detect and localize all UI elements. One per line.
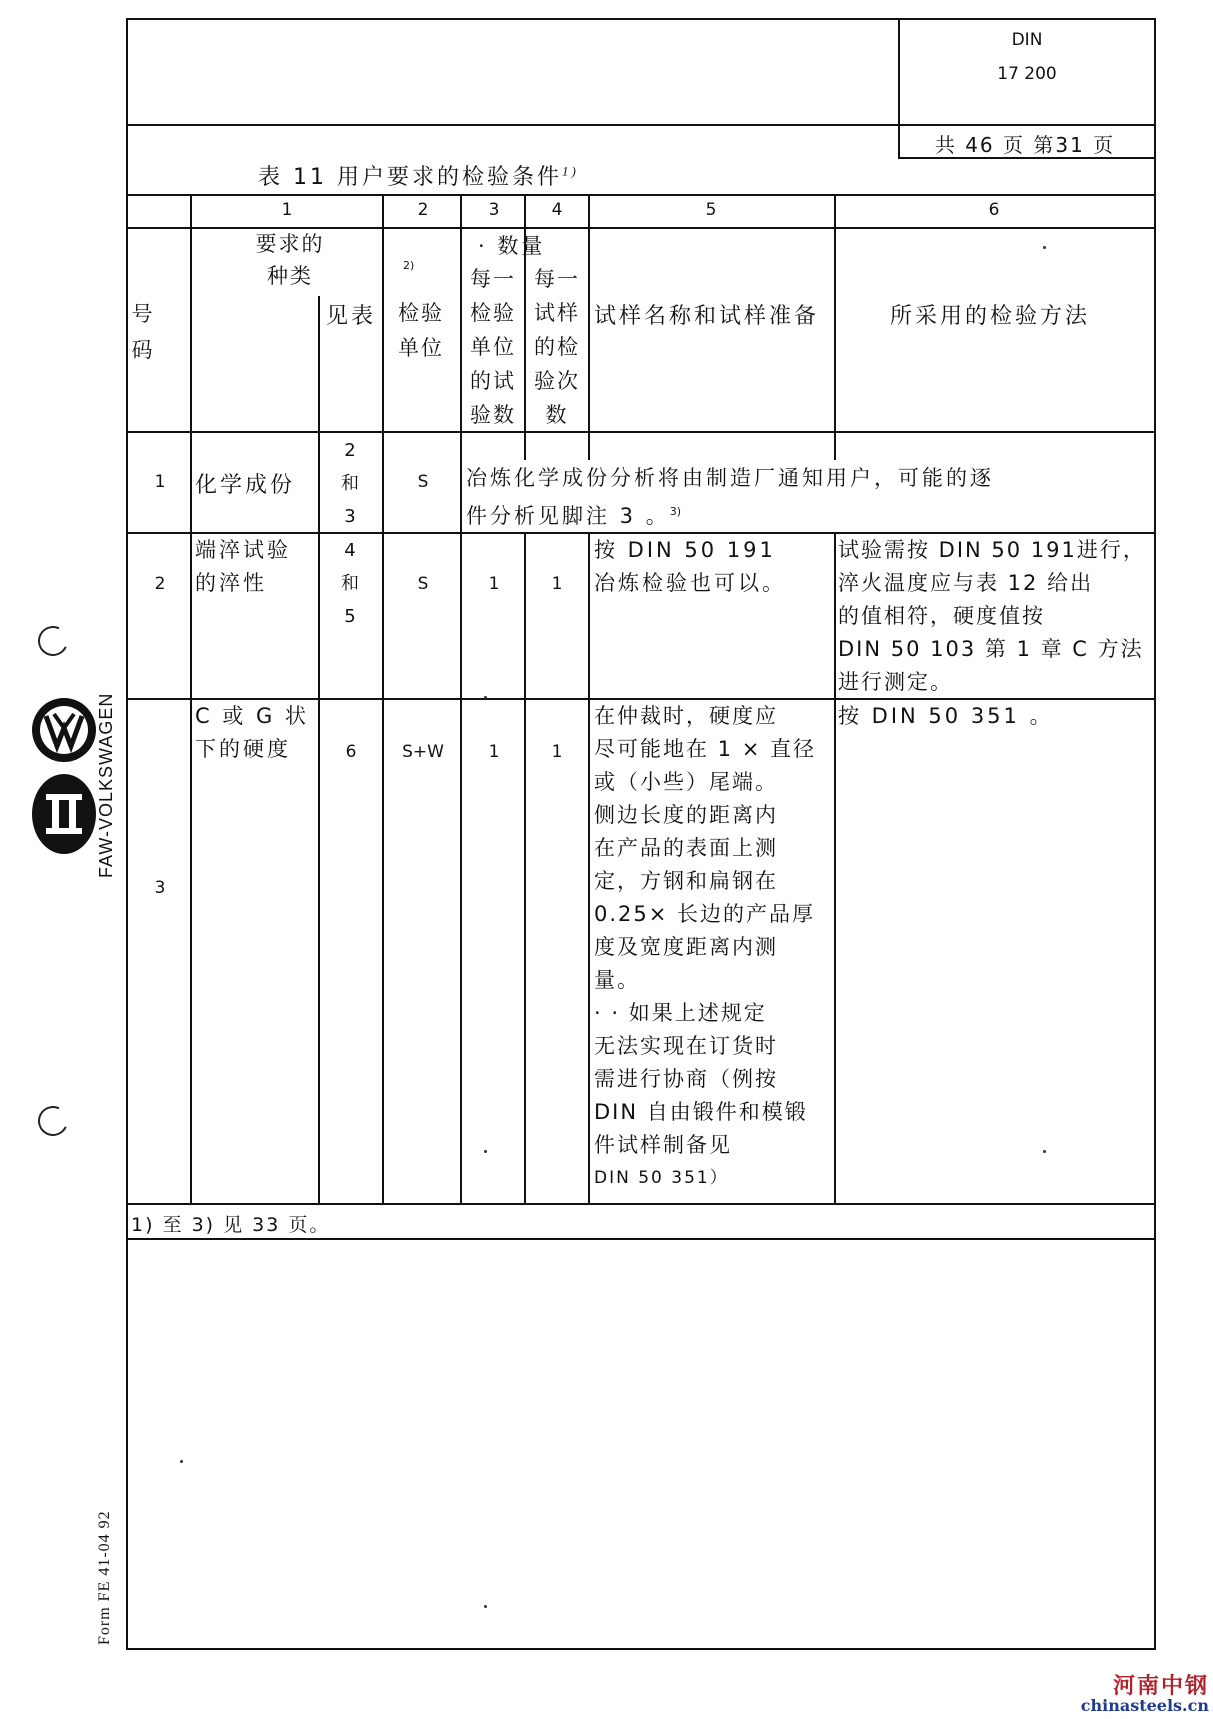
colnum-2: 2 <box>417 200 429 220</box>
table-footnote: 1) 至 3) 见 33 页。 <box>131 1214 331 1236</box>
header-test-method: 所采用的检验方法 <box>890 304 1091 329</box>
header-per-unit-5: 验数 <box>470 403 516 427</box>
row3-per-unit: 1 <box>488 742 500 762</box>
table-title-footnote: 1) <box>561 163 579 179</box>
header-footnote-2: 2) <box>403 259 415 272</box>
header-per-unit-4: 的试 <box>470 369 516 393</box>
row2-see-3: 5 <box>344 606 358 627</box>
watermark-line1: 河南中钢 <box>1112 1673 1209 1700</box>
scan-dot <box>484 1150 487 1153</box>
row3-sample-line5: 在产品的表面上测 <box>594 836 778 860</box>
row3-sample-line2: 尽可能地在 1 × 直径 <box>594 737 816 761</box>
row2-req-line2: 的淬性 <box>195 571 267 595</box>
row2-method-line1: 试验需按 DIN 50 191进行， <box>838 538 1146 562</box>
row1-see-2: 和 <box>341 473 361 494</box>
col-divider-a <box>190 194 192 1204</box>
row3-unit: S+W <box>402 742 444 762</box>
col-divider-f-lower <box>588 532 590 1204</box>
row3-sample-line9: 量。 <box>594 968 640 992</box>
row2-per-unit: 1 <box>488 574 500 594</box>
header-req-line2: 种类 <box>267 264 313 288</box>
row3-sample-line3: 或（小些）尾端。 <box>594 770 778 794</box>
row1-merged-line1: 冶炼化学成份分析将由制造厂通知用户，可能的逐 <box>466 466 994 490</box>
header-per-sample-2: 试样 <box>534 301 580 325</box>
header-quantity: · 数量 <box>478 234 546 258</box>
table-top-line <box>128 194 1154 196</box>
colnum-1: 1 <box>281 200 293 220</box>
row2-see-2: 和 <box>341 573 361 594</box>
header-unit-line1: 检验 <box>398 301 444 325</box>
row3-sample-line8: 度及宽度距离内测 <box>594 935 778 959</box>
footnote-bottom-line <box>128 1238 1154 1240</box>
standard-name: DIN <box>1011 30 1043 50</box>
row2-see-1: 4 <box>344 540 358 561</box>
row1-unit: S <box>417 472 429 492</box>
header-req-line1: 要求的 <box>255 232 325 256</box>
page-info: 共 46 页 第31 页 <box>934 133 1116 157</box>
header-bottom-line <box>128 124 1154 126</box>
header-row-bottom-line <box>128 431 1154 433</box>
header-per-sample-4: 验次 <box>534 369 580 393</box>
header-right-divider <box>898 20 900 158</box>
row3-sample-line10: · · 如果上述规定 <box>594 1001 767 1025</box>
binder-hole-top <box>34 622 72 660</box>
row3-sample-line4: 侧边长度的距离内 <box>594 803 778 827</box>
col-divider-b-lower <box>318 431 320 1204</box>
watermark-line2: chinasteels.cn <box>1080 1696 1209 1716</box>
header-unit-line2: 单位 <box>398 336 444 360</box>
row2-req-line1: 端淬试验 <box>195 538 291 562</box>
row1-merged-line2-text: 件分析见脚注 3 。 <box>466 504 670 528</box>
header-per-sample-5: 数 <box>545 403 569 427</box>
row2-sample <box>594 534 786 600</box>
scan-dot <box>180 1460 183 1463</box>
row3-number: 3 <box>154 878 166 898</box>
row3-see-table: 6 <box>345 742 357 762</box>
header-number-line1: 号 <box>131 302 155 326</box>
row3-sample-line6: 定，方钢和扁钢在 <box>594 869 778 893</box>
header-sample-prep: 试样名称和试样准备 <box>594 304 820 329</box>
row3-sample-line13: DIN 自由锻件和模锻 <box>594 1100 808 1124</box>
row3-method <box>838 700 1054 733</box>
row2-method-line3: 的值相符，硬度值按 <box>838 604 1045 628</box>
row3-requirement <box>195 700 309 766</box>
row2-requirement <box>195 534 291 600</box>
row3-sample-line7: 0.25× 长边的产品厚 <box>594 902 816 926</box>
row2-method-line5: 进行测定。 <box>838 670 953 694</box>
row3-bottom-line <box>128 1203 1154 1205</box>
row1-merged-footnote: 3) <box>669 505 682 518</box>
row1-merged-line2 <box>466 495 994 533</box>
binder-hole-bottom <box>34 1102 72 1140</box>
header-see-table: 见表 <box>326 304 377 329</box>
header-per-sample <box>528 262 586 432</box>
row1-see-3: 3 <box>344 506 358 527</box>
row3-req-line2: 下的硬度 <box>195 737 291 761</box>
scan-dot <box>1043 246 1046 249</box>
header-per-unit <box>464 262 522 432</box>
table-title <box>258 160 579 191</box>
col-divider-g-upper <box>834 194 836 460</box>
col-divider-c <box>382 194 384 1204</box>
row3-sample-line12: 需进行协商（例按 <box>594 1067 778 1091</box>
scan-dot <box>484 696 487 699</box>
row3-method-line1: 按 DIN 50 351 。 <box>838 704 1054 728</box>
form-number: Form FE 41-04 92 <box>96 1510 113 1645</box>
header-per-unit-3: 单位 <box>470 335 516 359</box>
row1-see-1: 2 <box>344 440 358 461</box>
row3-sample-line11: 无法实现在订货时 <box>594 1034 778 1058</box>
header-requirement-kind <box>240 228 340 292</box>
colnum-5: 5 <box>705 200 717 220</box>
header-per-sample-1: 每一 <box>534 267 580 291</box>
header-number <box>130 296 156 368</box>
header-per-unit-1: 每一 <box>470 267 516 291</box>
col-divider-b <box>318 296 320 432</box>
standard-number: 17 200 <box>997 64 1057 84</box>
brand-vertical-label: FAW-VOLKSWAGEN <box>96 692 116 878</box>
faw-vw-logo <box>24 690 134 900</box>
row2-per-sample: 1 <box>551 574 563 594</box>
colnum-4: 4 <box>551 200 563 220</box>
row3-req-line1: C 或 G 状 <box>195 704 309 728</box>
header-test-unit <box>393 296 449 366</box>
row1-requirement: 化学成份 <box>195 473 296 498</box>
row1-see-table <box>327 434 375 533</box>
colnum-3: 3 <box>488 200 500 220</box>
col-divider-e-lower <box>524 532 526 1204</box>
row2-method-line2: 淬火温度应与表 12 给出 <box>838 571 1094 595</box>
col-divider-f-upper <box>588 194 590 460</box>
col-divider-d <box>460 194 462 1204</box>
row3-per-sample: 1 <box>551 742 563 762</box>
row2-see-table <box>327 534 375 633</box>
row2-method <box>838 534 1146 699</box>
row2-number: 2 <box>154 574 166 594</box>
row3-sample-line15: DIN 50 351） <box>594 1168 729 1188</box>
header-per-unit-2: 检验 <box>470 301 516 325</box>
row3-sample-line14: 件试样制备见 <box>594 1133 732 1157</box>
row1-number: 1 <box>154 472 166 492</box>
row2-sample-line1: 按 DIN 50 191 <box>594 538 776 562</box>
header-per-sample-3: 的检 <box>534 335 580 359</box>
colnum-6: 6 <box>988 200 1000 220</box>
table-title-text: 表 11 用户要求的检验条件 <box>258 165 562 190</box>
row2-sample-line2: 冶炼检验也可以。 <box>594 571 786 595</box>
scan-dot <box>1043 1150 1046 1153</box>
watermark <box>1081 1675 1209 1715</box>
scan-dot <box>484 1605 487 1608</box>
row2-unit: S <box>417 574 429 594</box>
row3-sample-line1: 在仲裁时，硬度应 <box>594 704 778 728</box>
header-number-line2: 码 <box>131 338 155 362</box>
row3-sample <box>594 700 816 1195</box>
row2-method-line4: DIN 50 103 第 1 章 C 方法 <box>838 637 1144 661</box>
faw-vw-logo-graphic <box>24 690 134 900</box>
row1-merged-text <box>466 462 994 533</box>
col-divider-g-lower <box>834 532 836 1204</box>
